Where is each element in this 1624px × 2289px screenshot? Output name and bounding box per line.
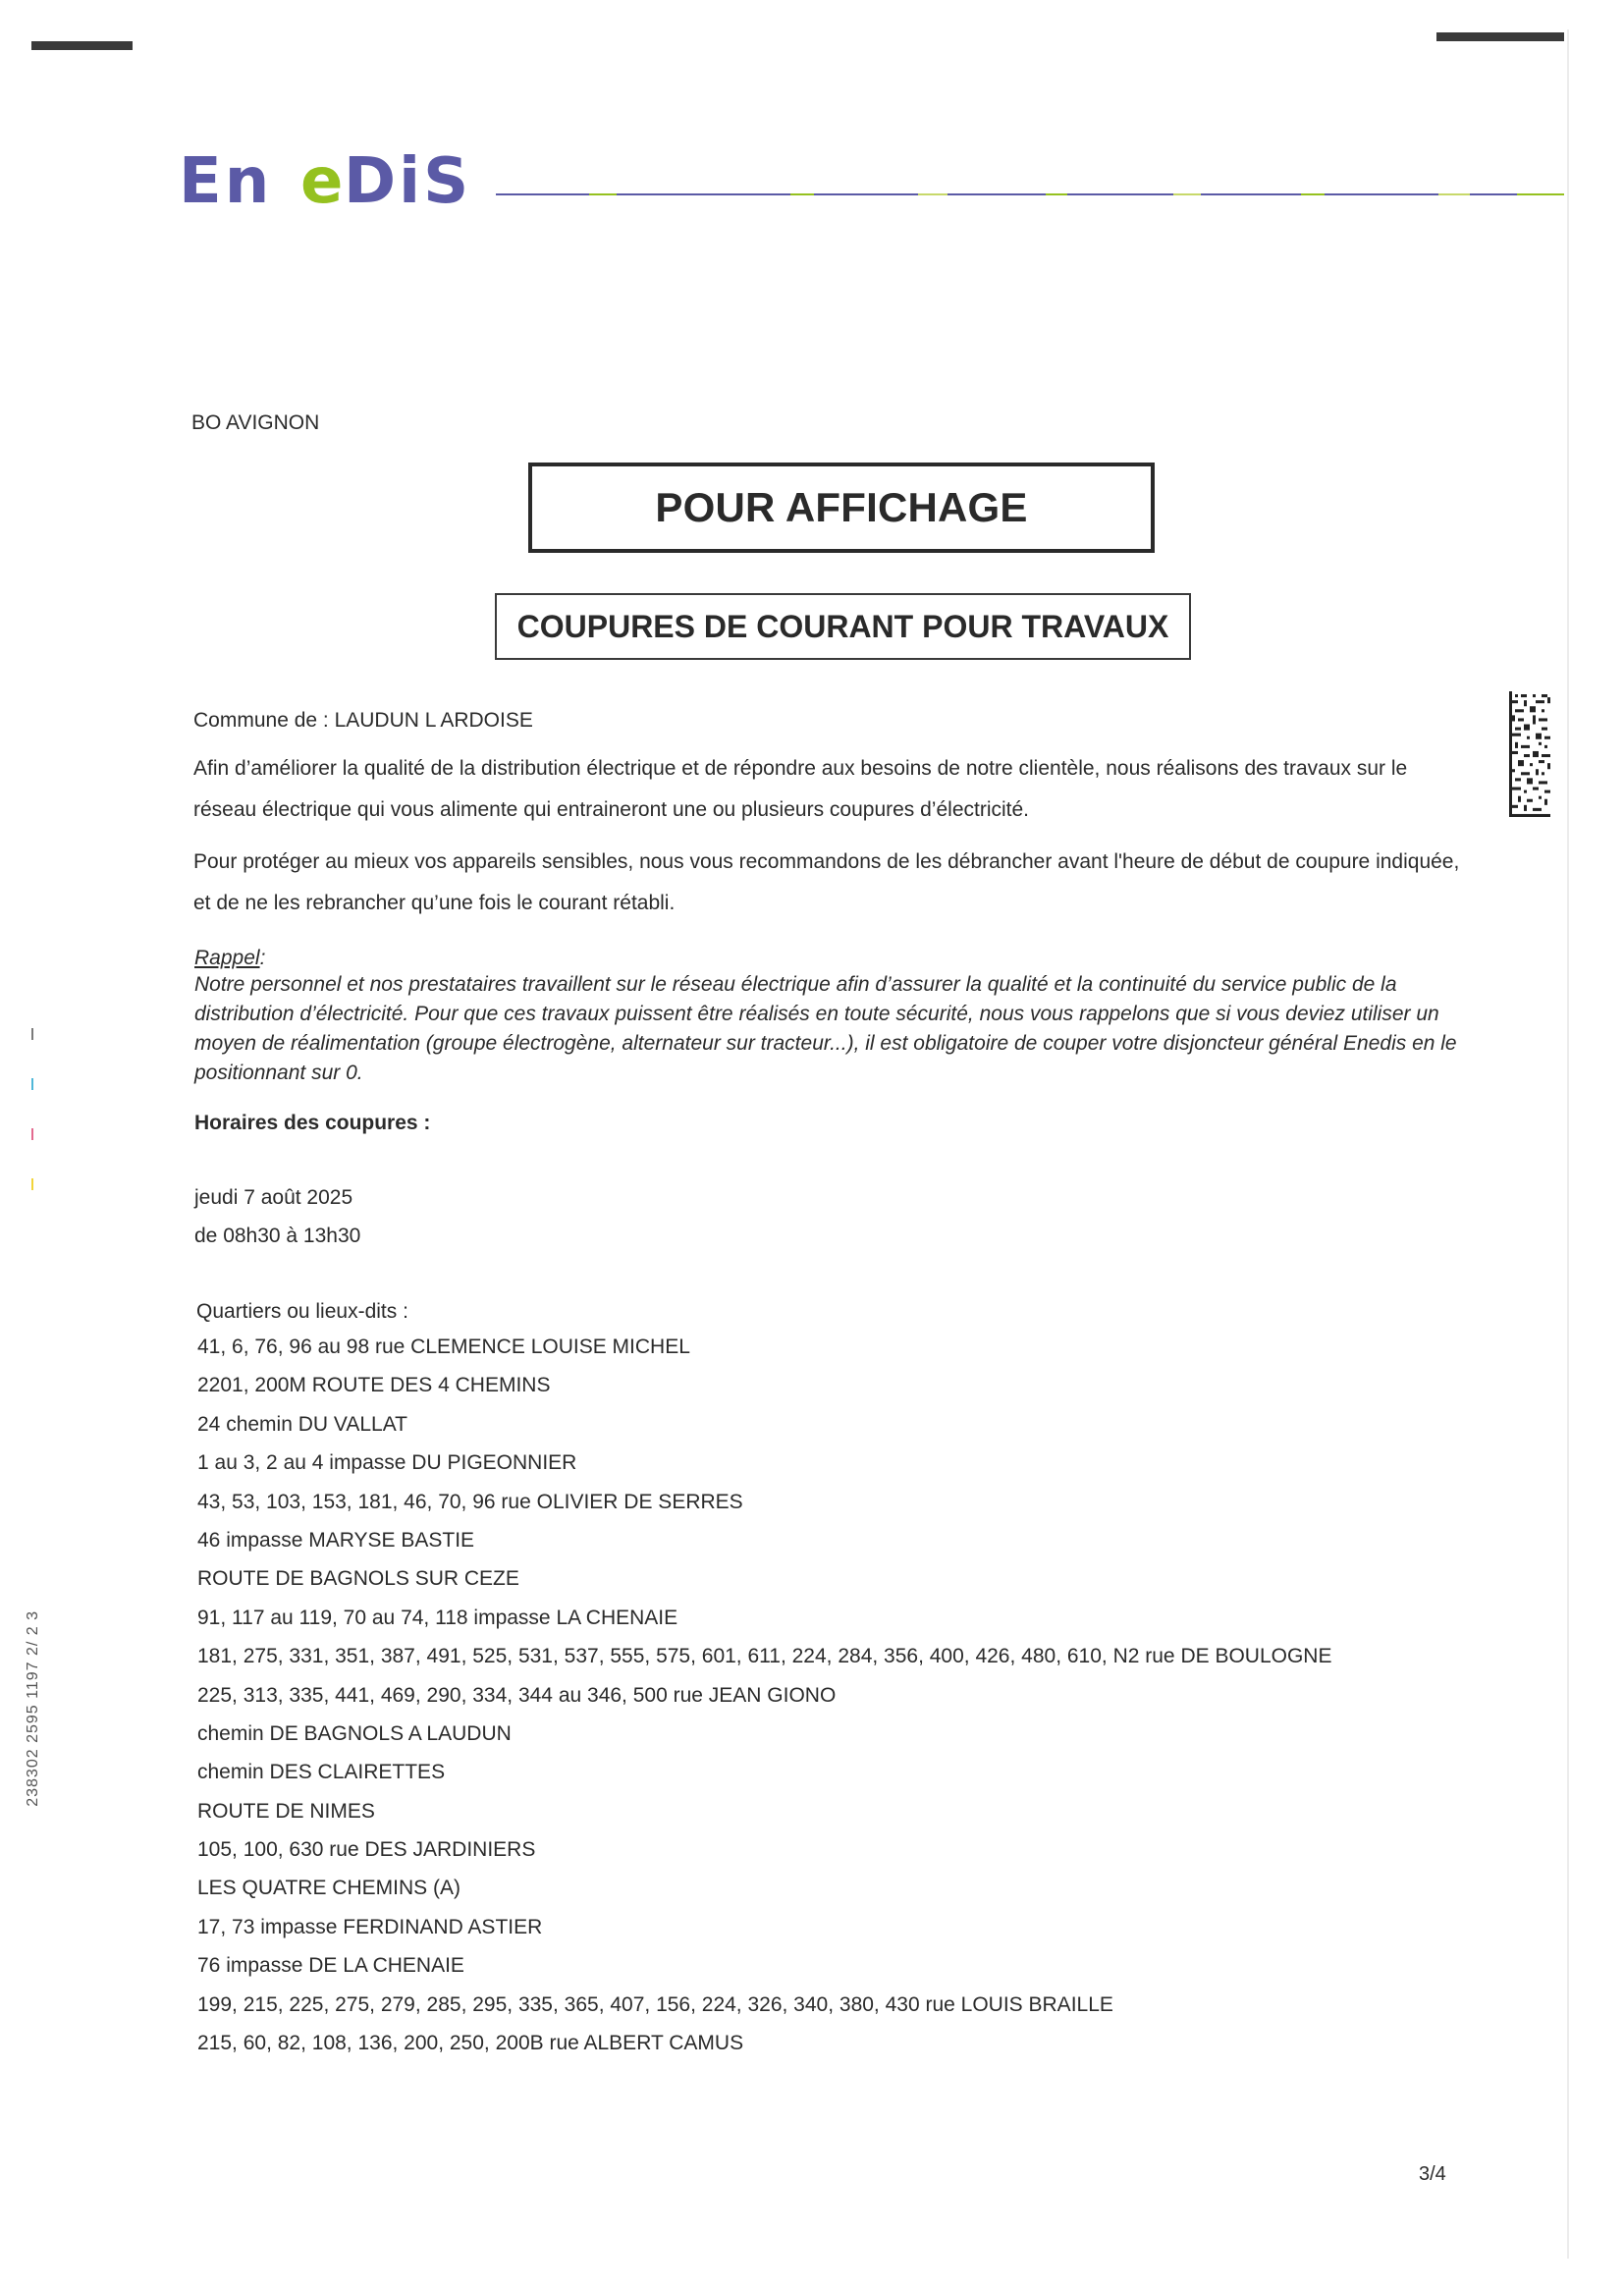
page-edge-shadow [1567,29,1569,2259]
enedis-logo [177,145,481,214]
title-main: POUR AFFICHAGE [655,484,1028,530]
datamatrix-barcode [1509,691,1550,817]
rappel-heading [194,945,265,972]
recommendation-paragraph: Pour protéger au mieux vos appareils sensibles, nous vous recommandons de les débrancher avant l'heure de début de coupure indiquée, et de ne les rebrancher qu’une fois le courant rétabli. [193,850,1460,914]
title-box-main [528,463,1155,553]
location-item: 91, 117 au 119, 70 au 74, 118 impasse LA CHENAIE [197,1606,678,1629]
print-tick-black [31,1028,33,1040]
svg-text:En: En [179,145,273,214]
schedule-hours: de 08h30 à 13h30 [194,1225,361,1247]
scan-mark-right [1436,32,1564,41]
print-tick-cyan [31,1078,33,1090]
location-item: ROUTE DE NIMES [197,1799,375,1823]
location-item: 46 impasse MARYSE BASTIE [197,1528,475,1552]
svg-text:e: e [300,145,344,214]
scan-mark-left [31,41,133,50]
location-item: chemin DES CLAIRETTES [197,1761,446,1784]
location-item: 41, 6, 76, 96 au 98 rue CLEMENCE LOUISE MICHEL [197,1335,690,1358]
locations-title: Quartiers ou lieux-dits : [196,1300,408,1323]
rappel-colon: : [259,947,266,969]
location-item: 215, 60, 82, 108, 136, 200, 250, 200B rue ALBERT CAMUS [197,2032,744,2055]
location-item: 24 chemin DU VALLAT [197,1412,407,1436]
intro-paragraph: Afin d’améliorer la qualité de la distribution électrique et de répondre aux besoins de notre clientèle, nous réalisons des travaux sur le réseau électrique qui vous alimente qui entraineront une ou plusieurs coupures d’électricité. [193,757,1408,821]
side-reference [24,1610,43,1866]
location-item: chemin DE BAGNOLS A LAUDUN [197,1721,512,1745]
location-item: LES QUATRE CHEMINS (A) [197,1877,460,1900]
location-item: 181, 275, 331, 351, 387, 491, 525, 531, 537, 555, 575, 601, 611, 224, 284, 356, 400, 426, 480, 610, N2 rue DE BOULOGNE [197,1645,1332,1668]
location-item: 43, 53, 103, 153, 181, 46, 70, 96 rue OLIVIER DE SERRES [197,1490,743,1513]
print-tick-yellow [31,1178,33,1190]
locations-list [197,1334,1331,2068]
header-divider [496,192,1564,196]
location-item: 2201, 200M ROUTE DES 4 CHEMINS [197,1374,551,1397]
rappel-title: Rappel [194,947,260,969]
location-item: 1 au 3, 2 au 4 impasse DU PIGEONNIER [197,1451,577,1475]
svg-text:DiS: DiS [344,145,472,214]
sender-office: BO AVIGNON [191,411,320,434]
location-item: 17, 73 impasse FERDINAND ASTIER [197,1915,543,1938]
location-item: 225, 313, 335, 441, 469, 290, 334, 344 au 346, 500 rue JEAN GIONO [197,1683,837,1707]
title-box-sub [495,593,1191,660]
page-number: 3/4 [1419,2163,1446,2185]
location-item: 199, 215, 225, 275, 279, 285, 295, 335, 365, 407, 156, 224, 326, 340, 380, 430 rue LOUIS BRAILLE [197,1992,1113,2016]
title-sub: COUPURES DE COURANT POUR TRAVAUX [516,608,1169,644]
location-item: 105, 100, 630 rue DES JARDINIERS [197,1838,536,1862]
rappel-body: Notre personnel et nos prestataires travaillent sur le réseau électrique afin d’assurer la qualité et la continuité du service public de la distribution d’électricité. Pour que ces travaux puissent être réalisés en toute sécurité, nous vous rappelons que si vous deviez utiliser un moyen de réalimentation (groupe électrogène, alternateur sur tracteur...), il est obligatoire de couper votre disjoncteur général Enedis en le positionnant sur 0. [194,973,1457,1084]
side-reference-text: 238302 2595 1197 2/ 2 3 [25,1610,41,1807]
schedule-title: Horaires des coupures : [194,1112,431,1134]
schedule-date: jeudi 7 août 2025 [194,1186,353,1209]
location-item: ROUTE DE BAGNOLS SUR CEZE [197,1567,519,1591]
location-item: 76 impasse DE LA CHENAIE [197,1954,464,1978]
print-tick-magenta [31,1128,33,1140]
commune-label: Commune de : LAUDUN L ARDOISE [193,709,533,732]
